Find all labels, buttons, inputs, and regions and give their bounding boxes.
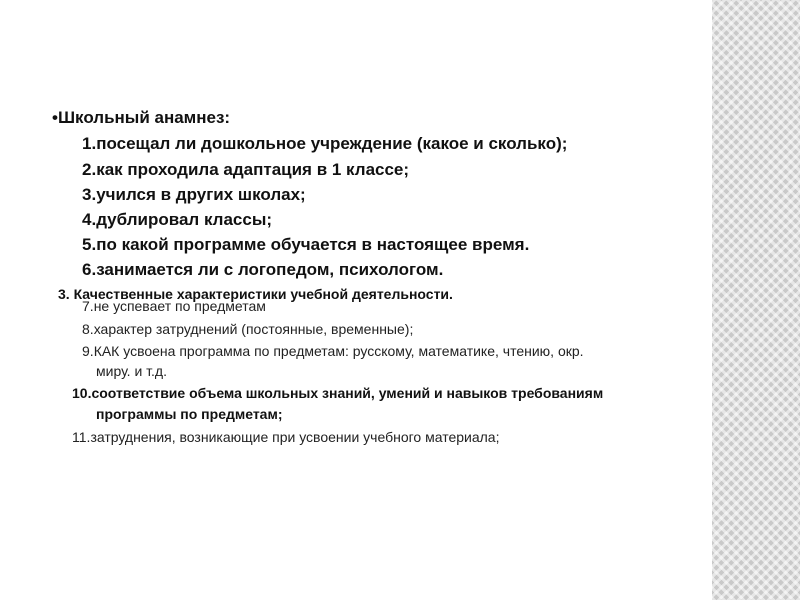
list-item xyxy=(82,260,443,280)
item-number: 9. xyxy=(82,343,94,359)
item-text: КАК усвоена программа по предметам: русскому, математике, чтению, окр. xyxy=(93,343,584,359)
item-number: 6. xyxy=(82,260,97,279)
item-text: дублировал классы; xyxy=(96,210,272,229)
list-item xyxy=(82,134,567,154)
item-text: посещал ли дошкольное учреждение (какое и сколько); xyxy=(96,134,568,153)
item-number: 1. xyxy=(82,134,97,153)
list-item xyxy=(82,185,306,205)
list-item-continuation: программы по предметам; xyxy=(96,406,283,422)
section-heading-school-history: •Школьный анамнез: xyxy=(52,108,231,127)
item-number: 11. xyxy=(72,429,91,445)
item-text: затруднения, возникающие при усвоении учебного материала; xyxy=(90,429,500,445)
list-item xyxy=(82,343,584,359)
list-item-continuation: миру. и т.д. xyxy=(96,363,167,379)
list-item xyxy=(72,429,499,445)
list-item xyxy=(82,235,529,255)
list-item xyxy=(72,385,603,401)
item-number: 4. xyxy=(82,210,97,229)
list-item xyxy=(82,210,272,230)
item-text: не успевает по предметам xyxy=(93,298,266,314)
item-text: как проходила адаптация в 1 классе; xyxy=(96,160,410,179)
item-number: 7. xyxy=(82,298,94,314)
decorative-pattern-stripe xyxy=(712,0,800,600)
section-heading-learning-activity: 3. Качественные характеристики учебной деятельности. xyxy=(58,286,453,302)
item-number: 10. xyxy=(72,385,92,401)
item-text: соответствие объема школьных знаний, умений и навыков требованиям xyxy=(91,385,604,401)
item-text: занимается ли с логопедом, психологом. xyxy=(96,260,444,279)
item-number: 2. xyxy=(82,160,97,179)
list-item xyxy=(82,321,413,337)
list-item xyxy=(82,298,266,314)
list-item xyxy=(82,160,409,180)
item-text: по какой программе обучается в настоящее время. xyxy=(96,235,530,254)
item-number: 5. xyxy=(82,235,97,254)
item-number: 3. xyxy=(82,185,97,204)
item-text: учился в других школах; xyxy=(96,185,306,204)
item-text: характер затруднений (постоянные, временные); xyxy=(93,321,414,337)
item-number: 8. xyxy=(82,321,94,337)
